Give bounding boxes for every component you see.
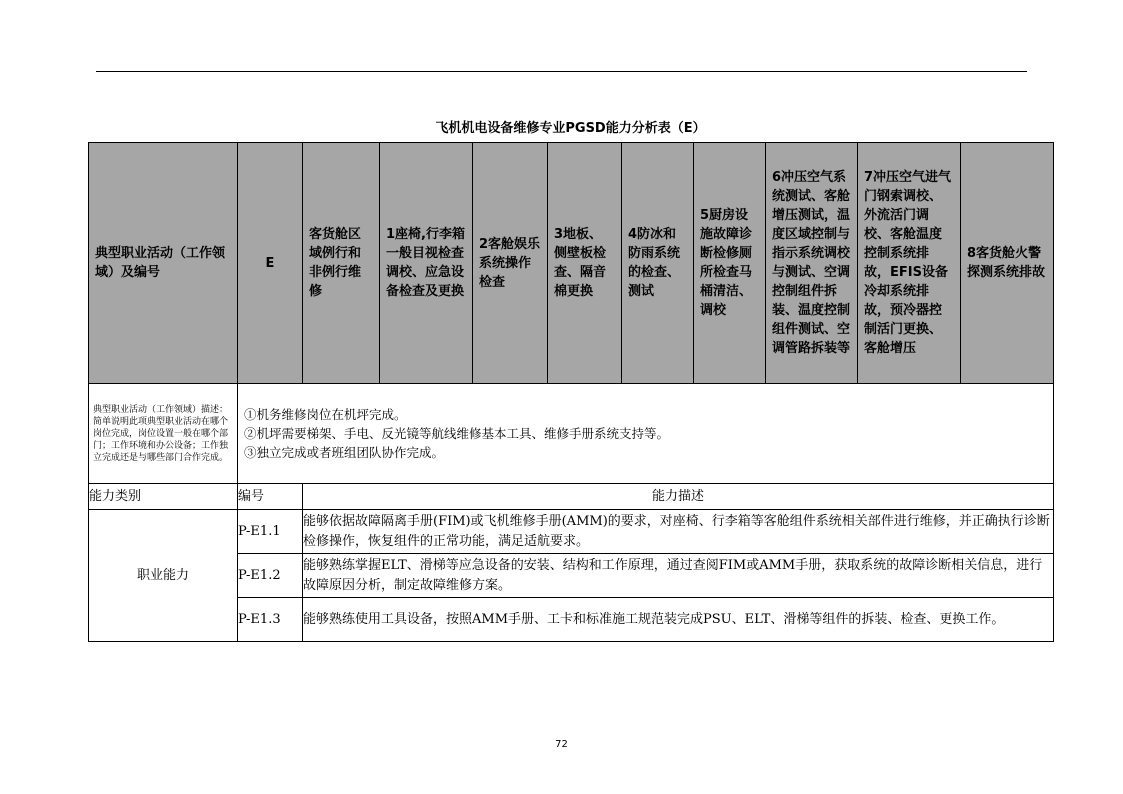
ability-code: P-E1.2 bbox=[238, 554, 303, 598]
task-cell bbox=[380, 143, 473, 384]
task-cell bbox=[858, 143, 961, 384]
task-cell bbox=[694, 143, 766, 384]
domain-cell bbox=[303, 143, 380, 384]
description-body-cell bbox=[238, 384, 1054, 484]
activity-code: E bbox=[265, 255, 275, 271]
description-line: ②机坪需要梯架、手电、反光镜等航线维修基本工具、维修手册系统支持等。 bbox=[244, 426, 670, 441]
code-header: 编号 bbox=[238, 484, 303, 510]
task-cell bbox=[961, 143, 1054, 384]
activity-label: 典型职业活动（工作领域）及编号 bbox=[95, 246, 226, 280]
ability-code: P-E1.1 bbox=[238, 510, 303, 554]
ability-row bbox=[89, 510, 1054, 554]
activity-label-cell bbox=[89, 143, 238, 384]
category-header: 能力类别 bbox=[89, 484, 238, 510]
task-6: 6冲压空气系统测试、客舱增压测试，温度区域控制与指示系统调校与测试、空调控制组件拆装、温度控制组件测试、空调管路拆装等 bbox=[772, 170, 851, 356]
description-body bbox=[238, 405, 1053, 462]
description-line: ③独立完成或者班组团队协作完成。 bbox=[244, 445, 445, 460]
description-row bbox=[89, 384, 1054, 484]
task-1: 1座椅,行李箱一般目视检查调校、应急设备检查及更换 bbox=[386, 227, 465, 299]
task-cell bbox=[548, 143, 622, 384]
ability-description: 能够熟练掌握ELT、滑梯等应急设备的安装、结构和工作原理，通过查阅FIM或AMM手册，获取系统的故障诊断相关信息，进行故障原因分析，制定故障维修方案。 bbox=[303, 554, 1054, 598]
task-cell bbox=[766, 143, 858, 384]
description-line: ①机务维修岗位在机坪完成。 bbox=[244, 407, 407, 422]
task-5: 5厨房设施故障诊断检修厕所检查马桶清洁、调校 bbox=[700, 208, 753, 318]
description-label: 典型职业活动（工作领域）描述：简单说明此项典型职业活动在哪个岗位完成，岗位设置一般在哪个部门；工作环境和办公设备；工作独立完成还是与哪些部门合作完成。 bbox=[93, 404, 229, 463]
task-7: 7冲压空气进气门钢索调校、外流活门调校、客舱温度控制系统排故，EFIS设备冷却系统排故，预冷器控制活门更换、客舱增压 bbox=[864, 170, 952, 356]
header-rule bbox=[96, 71, 1027, 72]
ability-description: 能够熟练使用工具设备，按照AMM手册、工卡和标准施工规范装完成PSU、ELT、滑梯等组件的拆装、检查、更换工作。 bbox=[303, 598, 1054, 642]
task-8: 8客货舱火警探测系统排故 bbox=[967, 246, 1046, 280]
pgsd-table bbox=[88, 142, 1054, 642]
task-2: 2客舱娱乐系统操作检查 bbox=[479, 236, 541, 290]
task-3: 3地板、侧壁板检查、隔音棉更换 bbox=[554, 227, 607, 299]
ability-category: 职业能力 bbox=[89, 510, 238, 642]
task-cell bbox=[473, 143, 548, 384]
ability-code: P-E1.3 bbox=[238, 598, 303, 642]
description-label-cell bbox=[89, 384, 238, 484]
page-number: 72 bbox=[555, 739, 568, 750]
activity-domain: 客货舱区域例行和非例行维修 bbox=[309, 227, 362, 299]
task-4: 4防冰和防雨系统的检查、测试 bbox=[628, 227, 681, 299]
page-title: 飞机机电设备维修专业PGSD能力分析表（E） bbox=[435, 121, 706, 136]
code-cell bbox=[238, 143, 303, 384]
task-cell bbox=[622, 143, 694, 384]
column-header-row bbox=[89, 484, 1054, 510]
description-header: 能力描述 bbox=[303, 484, 1054, 510]
header-row bbox=[89, 143, 1054, 384]
ability-description: 能够依据故障隔离手册(FIM)或飞机维修手册(AMM)的要求，对座椅、行李箱等客舱组件系统相关部件进行维修，并正确执行诊断检修操作，恢复组件的正常功能，满足适航要求。 bbox=[303, 510, 1054, 554]
